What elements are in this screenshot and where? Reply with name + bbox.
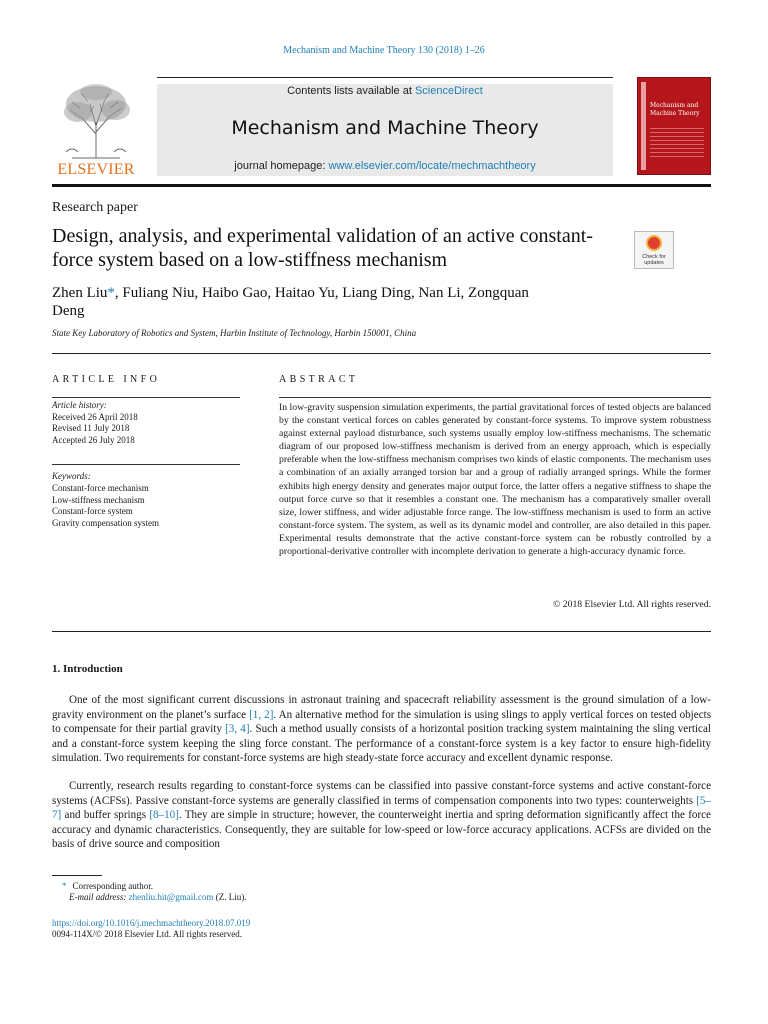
- abstract-heading: ABSTRACT: [279, 374, 359, 385]
- author-list: Zhen Liu*, Fuliang Niu, Haibo Gao, Haitao Yu, Liang Ding, Nan Li, Zongquan Deng: [52, 285, 529, 319]
- reference-link[interactable]: [5–7]: [52, 794, 711, 821]
- check-for-updates-label: Check for updates: [642, 254, 666, 266]
- affiliation: State Key Laboratory of Robotics and System, Harbin Institute of Technology, Harbin 150001, China: [52, 328, 417, 338]
- header-thick-rule: [52, 184, 711, 187]
- cover-stripe: [641, 82, 646, 170]
- keywords-label: Keywords:: [52, 471, 91, 481]
- footnote-rule: [52, 875, 102, 876]
- footnote-marker: *: [62, 881, 67, 891]
- divider: [52, 464, 240, 465]
- keywords: [52, 471, 159, 530]
- cover-title: Mechanism and Machine Theory: [650, 102, 700, 117]
- homepage-line: journal homepage: www.elsevier.com/locate/mechmachtheory: [234, 160, 536, 172]
- article-history: [52, 400, 138, 446]
- doi-link[interactable]: https://doi.org/10.1016/j.mechmachtheory.2018.07.019: [52, 918, 251, 928]
- history-label: Article history:: [52, 400, 107, 410]
- contents-line: Contents lists available at ScienceDirect: [287, 85, 483, 97]
- homepage-link[interactable]: www.elsevier.com/locate/mechmachtheory: [328, 160, 536, 172]
- paragraph: Currently, research results regarding to constant-force systems can be classified into passive constant-force systems and active constant-force systems (ACFSs). Passive constant-force systems are generally classified in terms of compensation components into two types: counterweights [5–7] and buffer springs [8–10]. They are simple in structure; however, the counterweight inertia and spring deformation significantly affect the force accuracy and dynamic characteristics. Consequently, they are suitable for low-speed or low-force accuracy applications. ACFSs are divided on the basis of drive source and composition: [52, 780, 711, 850]
- corresponding-footnote: * Corresponding author.: [62, 881, 153, 891]
- reference-link[interactable]: [8–10]: [149, 809, 179, 821]
- journal-cover-thumbnail[interactable]: [637, 77, 711, 175]
- journal-citation-link[interactable]: Mechanism and Machine Theory 130 (2018) 1–26: [283, 45, 485, 56]
- divider: [279, 397, 711, 398]
- section-heading-introduction: 1. Introduction: [52, 663, 123, 675]
- header-rule: [157, 77, 613, 78]
- divider: [52, 397, 240, 398]
- reference-link[interactable]: [3, 4]: [225, 723, 250, 735]
- revised-date: Revised 11 July 2018: [52, 423, 130, 433]
- keyword: Constant-force mechanism: [52, 482, 149, 493]
- elsevier-wordmark: ELSEVIER: [57, 161, 135, 178]
- received-date: Received 26 April 2018: [52, 411, 138, 422]
- keyword: Low-stiffness mechanism: [52, 494, 145, 505]
- paragraph: One of the most significant current discussions in astronaut training and spacecraft reliability assessment is the ground simulation of a low-gravity environment on the planet’s surface [1, 2]. An alternative method for the simulation is using slings to apply vertical forces on tested objects to compensate for their partial gravity [3, 4]. Such a method usually consists of a horizontal position tracking system maintaining the sling vertical and a constant-force system keeping the sling force constant. The performance of a constant-force system is a key factor to ensure high-fidelity simulation. Two requirements for constant-force systems are high steady-state force accuracy and excellent dynamic response.: [52, 694, 712, 764]
- journal-title: Mechanism and Machine Theory: [231, 117, 539, 139]
- crossmark-icon: [646, 235, 662, 251]
- email-footnote: E-mail address: zhenliu.hit@gmail.com (Z. Liu).: [69, 892, 247, 902]
- accepted-date: Accepted 26 July 2018: [52, 434, 135, 445]
- divider: [52, 353, 711, 354]
- check-for-updates-button[interactable]: [634, 231, 674, 269]
- email-link[interactable]: zhenliu.hit@gmail.com: [128, 892, 214, 902]
- divider: [52, 631, 711, 632]
- sciencedirect-link[interactable]: ScienceDirect: [414, 85, 483, 97]
- article-title: Design, analysis, and experimental validation of an active constant-force system based on a low-stiffness mechanism: [52, 225, 593, 271]
- issn-line: 0094-114X/© 2018 Elsevier Ltd. All rights reserved.: [52, 929, 242, 939]
- keyword: Constant-force system: [52, 506, 133, 517]
- reference-link[interactable]: [1, 2]: [249, 708, 274, 721]
- abstract-text: In low-gravity suspension simulation experiments, the partial gravitational forces of tested objects are balanced by the constant vertical forces on cables generated by constant-force systems. To improve system robustness against external payload disturbance, such systems usually employ low-stiffness mechanisms. The schematic diagram of our proposed low-stiffness mechanism is derived from an energy approach, which is especially preferable when the low-stiffness mechanism comprises two kinds of elastic components. The mechanism uses a combination of an axially arranged torsion bar and a group of radially arranged springs. While the former exhibits high energy density and generates major output force, the latter offers a negative stiffness to shape the output force curve so that it resembles a constant one. The mechanism has a comparatively smaller overall size, lower stiffness, and wider adjustable force range. The low-stiffness mechanism is used to form an active constant-force system. The system, as well as its dynamic model and controller, are also detailed in this paper. Experimental results demonstrate that the active constant-force system can be robustly controlled by a proportional-derivative controller with incomplete derivation to generate a high-accuracy dynamic force.: [279, 402, 711, 558]
- abstract-copyright: © 2018 Elsevier Ltd. All rights reserved.: [552, 599, 711, 610]
- cover-lines: [650, 128, 704, 158]
- article-type: Research paper: [52, 200, 138, 215]
- article-info-heading: ARTICLE INFO: [52, 374, 161, 385]
- corresponding-author-marker[interactable]: *: [107, 285, 115, 301]
- keyword: Gravity compensation system: [52, 518, 159, 529]
